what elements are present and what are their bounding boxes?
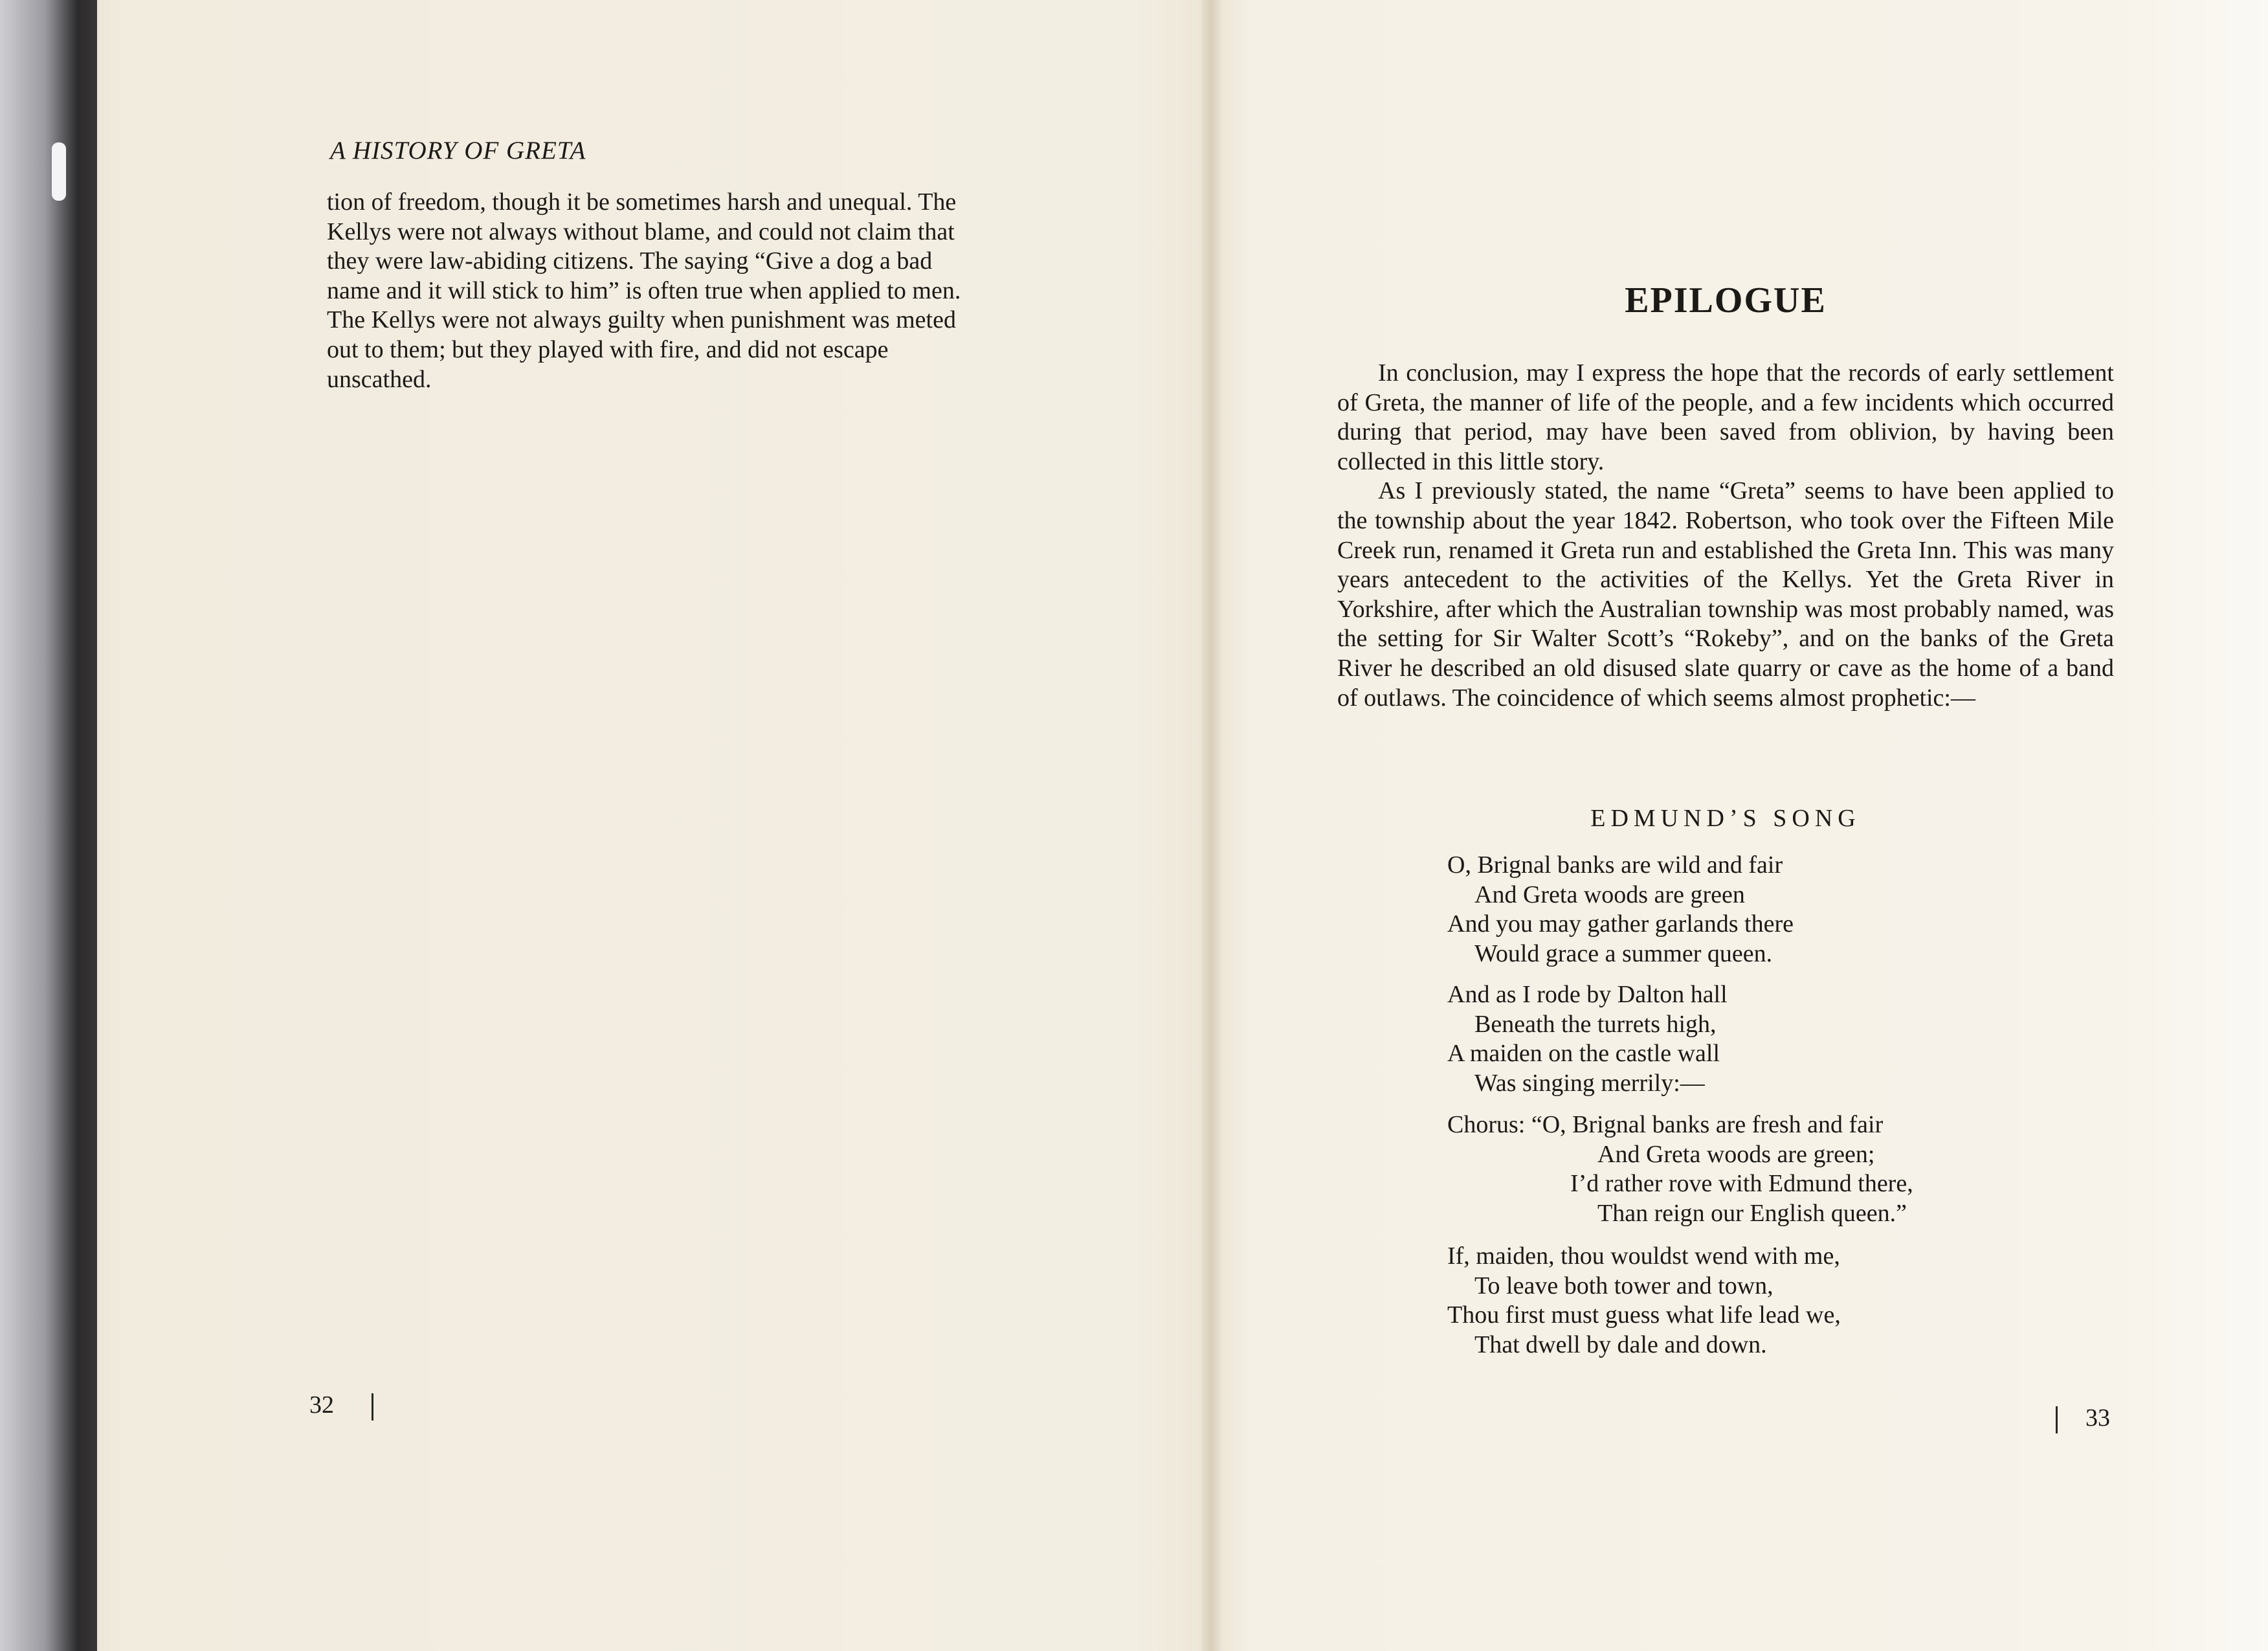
- folio-rule-left: [372, 1393, 373, 1421]
- verse-line: O, Brignal banks are wild and fair: [1447, 851, 1783, 879]
- epilogue-paragraph-1: In conclusion, may I express the hope that the records of early settlement of Greta, the manner of life of the people, and a few incidents which occurred during that period, may have been saved from oblivion, by having been collected in this little story.: [1337, 359, 2114, 475]
- body-line: name and it will stick to him” is often true when applied to men.: [327, 276, 961, 304]
- page-gutter: [1201, 0, 1221, 1651]
- song-stanza-3: [1447, 1242, 1841, 1360]
- page-number-right: 33: [2085, 1404, 2110, 1432]
- verse-line: Beneath the turrets high,: [1474, 1010, 1717, 1038]
- verse-line: And Greta woods are green;: [1597, 1140, 1875, 1168]
- chorus-label: Chorus:: [1447, 1111, 1526, 1138]
- verse-line: Than reign our English queen.”: [1597, 1199, 1907, 1227]
- song-title: EDMUND’S SONG: [1590, 805, 1861, 832]
- verse-line: To leave both tower and town,: [1474, 1272, 1773, 1299]
- running-head: A HISTORY OF GRETA: [330, 137, 586, 164]
- verse-line: And as I rode by Dalton hall: [1447, 981, 1728, 1008]
- verse-line: “O, Brignal banks are fresh and fair: [1531, 1111, 1884, 1138]
- song-stanza-1: [1447, 851, 1794, 969]
- body-line: out to them; but they played with fire, and did not escape: [327, 335, 889, 363]
- epilogue-paragraph-2: As I previously stated, the name “Greta” seems to have been applied to the township about the year 1842. Robertson, who took over the Fifteen Mile Creek run, renamed it Greta run and established the Greta Inn. This was many years antecedent to the activities of the Kellys. Yet the Greta River in Yorkshire, after which the Australian township was most probably named, was the setting for Sir Walter Scott’s “Rokeby”, and on the banks of the Greta River he described an old disused slate quarry or cave as the home of a band of outlaws. The coincidence of which seems almost prophetic:—: [1337, 477, 2114, 712]
- verse-line: If, maiden, thou wouldst wend with me,: [1447, 1242, 1840, 1270]
- song-stanza-2: [1447, 980, 1728, 1098]
- verse-line: A maiden on the castle wall: [1447, 1040, 1720, 1068]
- light-glare: [52, 142, 66, 201]
- body-line: Kellys were not always without blame, and could not claim that: [327, 218, 955, 245]
- verse-line: I’d rather rove with Edmund there,: [1570, 1170, 1913, 1198]
- folio-rule-right: [2056, 1406, 2058, 1433]
- page-number-left: 32: [309, 1391, 334, 1419]
- body-line: unscathed.: [327, 365, 432, 393]
- body-line: they were law-abiding citizens. The saying “Give a dog a bad: [327, 247, 933, 275]
- verse-line: And you may gather garlands there: [1447, 910, 1794, 938]
- verse-line: And Greta woods are green: [1474, 881, 1745, 908]
- epilogue-heading: EPILOGUE: [1625, 280, 1827, 320]
- chorus-first-row: [1447, 1110, 1913, 1140]
- verse-line: Thou first must guess what life lead we,: [1447, 1301, 1841, 1329]
- book-cover-edge: [0, 0, 97, 1651]
- song-chorus: [1447, 1110, 1913, 1228]
- epilogue-text: [1337, 359, 2114, 713]
- verse-line: Was singing merrily:—: [1474, 1069, 1705, 1097]
- body-line: The Kellys were not always guilty when punishment was meted: [327, 306, 956, 334]
- verse-line: That dwell by dale and down.: [1474, 1331, 1767, 1358]
- body-line: tion of freedom, though it be sometimes harsh and unequal. The: [327, 188, 957, 216]
- verse-line: Would grace a summer queen.: [1474, 939, 1773, 967]
- left-body-text: [327, 188, 1102, 394]
